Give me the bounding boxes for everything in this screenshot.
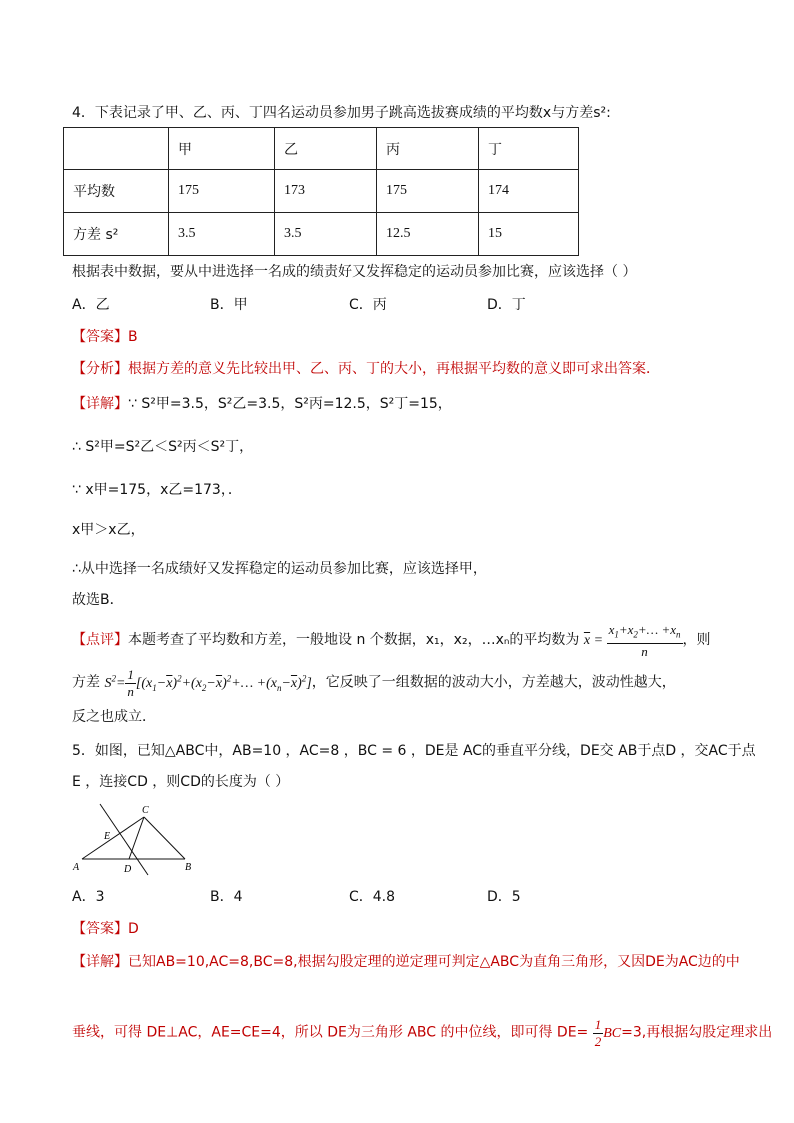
comment-text: 本题考查了平均数和方差，一般地设 n 个数据，x₁，x₂，…xₙ的平均数为: [128, 632, 580, 649]
q5-stem-1: 5．如图，已知△ABC中，AB=10 ，AC=8 ，BC = 6 ，DE是 AC的垂直平分线，DE交 AB于点D ，交AC于点: [72, 743, 756, 759]
table-cell: 15: [479, 213, 579, 256]
q5-option-b: B．4: [210, 889, 243, 905]
detail-text: 垂线，可得 DE⊥AC，AE=CE=4，所以 DE为三角形 ABC 的中位线，即可得 DE=: [72, 1024, 589, 1041]
q4-stats-table: [63, 127, 579, 256]
q4-comment-3: 反之也成立．: [72, 709, 156, 725]
triangle-figure: [70, 800, 194, 878]
analysis-text: 根据方差的意义先比较出甲、乙、丙、丁的大小，再根据平均数的意义即可求出答案．: [128, 361, 660, 377]
detail-label: 【详解】: [72, 954, 128, 970]
detail-text: ∵ S²甲=3.5，S²乙=3.5，S²丙=12.5，S²丁=15，: [128, 396, 452, 412]
analysis-label: 【分析】: [72, 361, 128, 377]
q4-option-c: C．丙: [349, 297, 387, 313]
q4-comment-2: [72, 667, 676, 700]
figure-background: [70, 800, 194, 878]
q4-detail-6: 故选B．: [72, 592, 124, 608]
q4-detail-4: x甲＞x乙，: [72, 522, 145, 538]
table-cell: 12.5: [377, 213, 479, 256]
table-cell: 乙: [275, 128, 377, 170]
q4-detail-3: ∵ x甲=175，x乙=173，．: [72, 482, 242, 498]
q5-option-d: D．5: [487, 889, 521, 905]
mean-formula: $\overline{x}$ = $\frac{x_1+x_2+\dots +x_n}{n}$: [583, 622, 681, 659]
label-d: D: [124, 864, 132, 875]
table-cell: 175: [169, 170, 275, 213]
answer-label: 【答案】: [72, 921, 128, 937]
label-b: B: [185, 862, 192, 873]
variance-formula: $S^2=$ $\frac{1}{n}$ $[(x_1-\overline{x})^2+(x_2-\overline{x})^2+\dots +(x_n-\overline{x})^2]$: [104, 667, 312, 699]
label-e: E: [104, 831, 111, 842]
q4-option-d: D．丁: [487, 297, 526, 313]
detail-label: 【详解】: [72, 396, 128, 412]
table-cell: 丁: [479, 128, 579, 170]
label-c: C: [142, 805, 149, 816]
detail-text-end: =3,再根据勾股定理求出: [621, 1024, 773, 1041]
table-cell: 174: [479, 170, 579, 213]
label-a: A: [73, 862, 80, 873]
detail-text: 已知AB=10,AC=8,BC=8,根据勾股定理的逆定理可判定△ABC为直角三角形，又因DE为AC边的中: [128, 954, 740, 970]
q5-detail-1: [72, 952, 740, 972]
table-cell: 方差 s²: [64, 213, 169, 256]
comment-text: 方差: [72, 674, 100, 691]
table-cell: 173: [275, 170, 377, 213]
table-cell: 3.5: [169, 213, 275, 256]
table-cell: 平均数: [64, 170, 169, 213]
table-cell: 3.5: [275, 213, 377, 256]
q5-answer: [72, 919, 139, 939]
q4-question: 根据表中数据，要从中进选择一名成的绩责好又发挥稳定的运动员参加比赛，应该选择（ ）: [72, 264, 637, 280]
table-cell: 甲: [169, 128, 275, 170]
comment-text-end: ，它反映了一组数据的波动大小，方差越大，波动性越大，: [311, 674, 676, 691]
table-cell: [64, 128, 169, 170]
table-cell: 175: [377, 170, 479, 213]
q4-detail-1: [72, 394, 452, 414]
q4-analysis: [72, 359, 660, 379]
q4-stem: 4．下表记录了甲、乙、丙、丁四名运动员参加男子跳高选拔赛成绩的平均数x与方差s²:: [72, 105, 611, 121]
comment-text-end: ，则: [682, 632, 711, 649]
answer-label: 【答案】: [72, 329, 128, 345]
table-row: [64, 213, 579, 256]
q4-option-a: A．乙: [72, 297, 110, 313]
mean-fraction: $\frac{x_1+x_2+\dots +x_n}{n}$: [608, 622, 681, 659]
q4-option-b: B．甲: [210, 297, 248, 313]
q4-detail-2: ∴ S²甲=S²乙＜S²丙＜S²丁，: [72, 439, 254, 455]
q4-comment-1: [72, 622, 711, 660]
comment-label: 【点评】: [72, 632, 128, 649]
q5-option-a: A．3: [72, 889, 105, 905]
table-cell: 丙: [377, 128, 479, 170]
table-header-row: [64, 128, 579, 170]
q4-answer: [72, 327, 138, 347]
table-row: [64, 170, 579, 213]
answer-value: B: [128, 329, 138, 345]
answer-value: D: [128, 921, 139, 937]
q4-detail-5: ∴从中选择一名成绩好又发挥稳定的运动员参加比赛，应该选择甲，: [72, 561, 487, 577]
q5-detail-2: [72, 1017, 772, 1050]
q5-stem-2: E ，连接CD ，则CD的长度为（ ）: [72, 774, 290, 790]
q5-option-c: C．4.8: [349, 889, 396, 905]
half-bc-formula: $\frac{1}{2}$ BC: [594, 1017, 622, 1049]
